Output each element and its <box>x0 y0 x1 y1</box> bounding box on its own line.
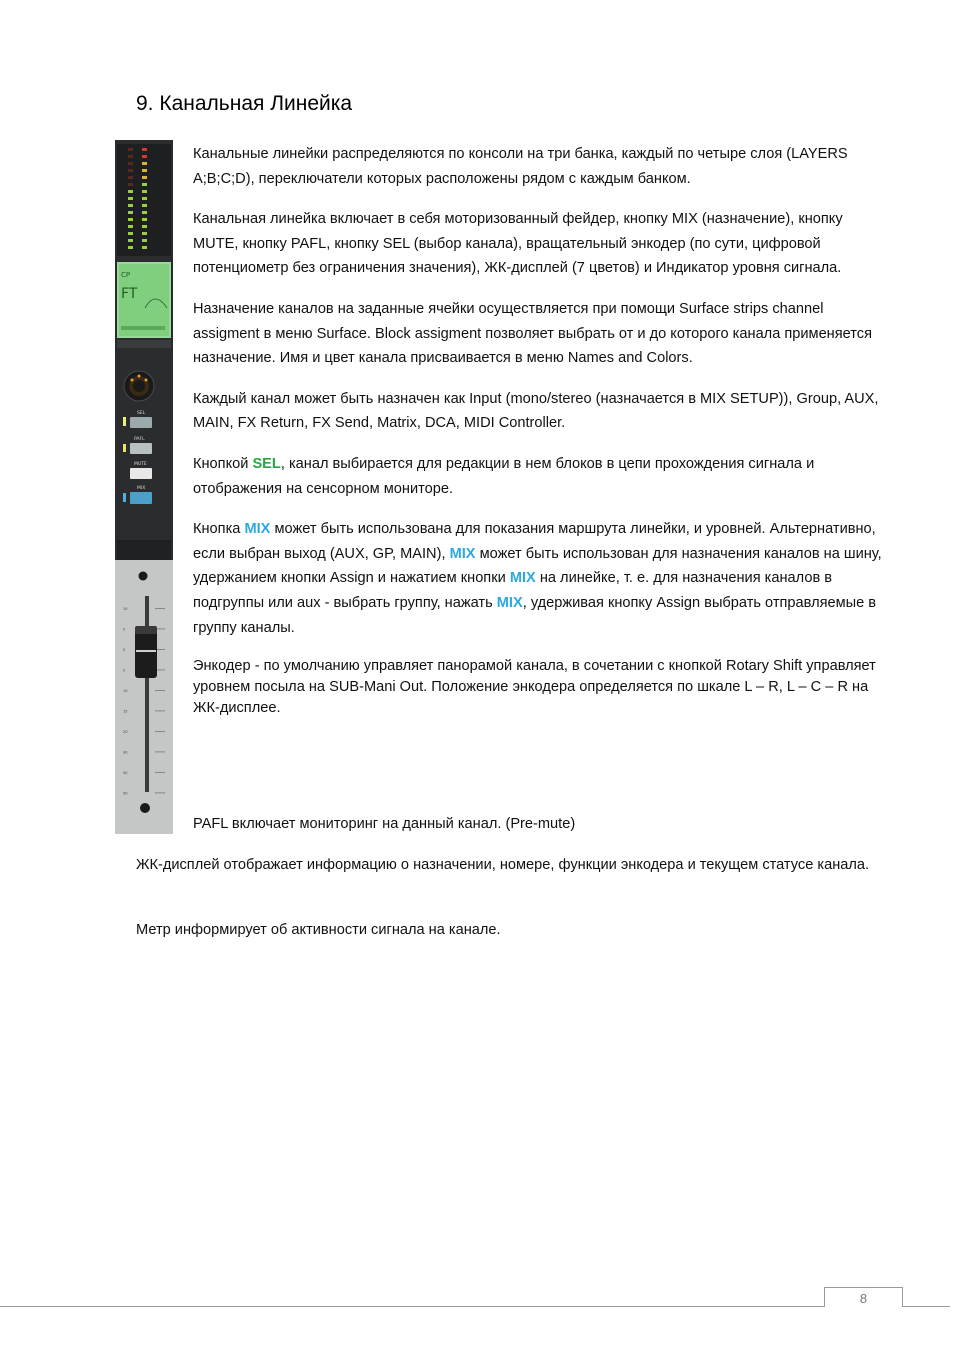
scale-label: 5 <box>123 668 126 673</box>
meter-led <box>128 148 133 151</box>
meter-led <box>142 183 147 186</box>
meter-led <box>128 183 133 186</box>
scale-tick <box>155 772 165 773</box>
meter-led <box>142 239 147 242</box>
mix-keyword: MIX <box>244 521 271 538</box>
scale-tick <box>155 690 165 691</box>
scale-tick <box>155 752 165 753</box>
meter-led <box>128 155 133 158</box>
paragraph-channel-types: Каждый канал может быть назначен как Input (mono/stereo (назначается в MIX SETUP)), Group, AUX, MAIN, FX Return, FX Send, Matrix, DCA, MIDI Controller. <box>193 390 879 432</box>
meter-led <box>142 169 147 172</box>
meter-led <box>128 211 133 214</box>
scale-tick <box>155 711 165 712</box>
meter-led <box>128 197 133 200</box>
scale-label: 10 <box>123 689 128 693</box>
paragraph-strip-contents: Канальная линейка включает в себя моторизованный фейдер, кнопку MIX (назначение), кнопку MUTE, кнопку PAFL, кнопку SEL (выбор канала), вращательный энкодер (по сути, цифровой потенциометр без ограничения значения), ЖК-дисплей (7 цветов) и Индикатор уровня сигнала. <box>193 211 843 277</box>
meter-led <box>142 155 147 158</box>
scale-label: 40 <box>123 771 128 775</box>
meter-led <box>142 232 147 235</box>
svg-text:CP: CP <box>121 271 131 279</box>
main-text-column <box>193 142 883 735</box>
rotary-encoder <box>124 371 154 401</box>
meter-led <box>142 246 147 249</box>
mute-label: MUTE <box>134 462 147 467</box>
meter-led <box>128 169 133 172</box>
paragraph-mix: Кнопка MIX может быть использована для показания маршрута линейки, и уровней. Альтернативно, если выбран выход (AUX, GP, MAIN), MIX может быть использован для назначения каналов на шину, удержанием кнопки Assign и нажатием кнопки MIX на линейке, т. е. для назначения каналов в подгруппы или aux - выбрать группу, нажать MIX, удерживая кнопку Assign выбрать отправляемые в группу каналы. <box>193 521 882 636</box>
scale-tick <box>155 608 165 609</box>
pafl-button <box>130 443 152 454</box>
channel-strip-image <box>115 140 173 834</box>
paragraph-lcd-block <box>136 853 876 878</box>
paragraph-lcd: ЖК-дисплей отображает информацию о назначении, номере, функции энкодера и текущем статусе канала. <box>136 857 870 873</box>
meter-led <box>128 204 133 207</box>
meter-led <box>142 176 147 179</box>
mix-keyword: MIX <box>509 570 536 587</box>
meter-led <box>142 225 147 228</box>
meter-led <box>142 162 147 165</box>
sel-keyword: SEL <box>252 455 281 472</box>
meter-led <box>142 190 147 193</box>
paragraph-pafl: PAFL включает мониторинг на данный канал. (Pre-mute) <box>193 816 576 832</box>
footer-rule <box>0 1306 950 1307</box>
sel-label: SEL <box>137 411 146 416</box>
mix-keyword: MIX <box>449 545 476 562</box>
svg-text:FT: FT <box>121 286 138 302</box>
paragraph-layers: Канальные линейки распределяются по консоли на три банка, каждый по четыре слоя (LAYERS A;B;C;D), переключатели которых расположены рядом с каждым банком. <box>193 146 848 187</box>
fader-knob <box>135 626 157 678</box>
paragraph-assignment: Назначение каналов на заданные ячейки осуществляется при помощи Surface strips channel assigment в меню Surface. Block assigment позволяет выбрать от и до которого канала применяется назначение. Имя и цвет канала присваивается в меню Names and Colors. <box>193 300 873 367</box>
paragraph-sel: Кнопкой SEL, канал выбирается для редакции в нем блоков в цепи прохождения сигнала и отображения на сенсорном мониторе. <box>193 455 815 497</box>
scale-label: 50 <box>123 791 128 796</box>
scale-label: 0 <box>123 648 126 652</box>
meter-led <box>142 197 147 200</box>
meter-led <box>142 204 147 207</box>
scale-label: 30 <box>123 750 128 755</box>
paragraph-meter-block <box>136 918 876 943</box>
meter-led <box>128 232 133 235</box>
mix-keyword: MIX <box>496 594 523 611</box>
meter-led <box>142 148 147 151</box>
scale-tick <box>155 793 165 794</box>
meter-led <box>128 190 133 193</box>
meter-led <box>128 246 133 249</box>
mix-label: MIX <box>137 486 146 491</box>
paragraph-encoder: Энкодер - по умолчанию управляет панорамой канала, в сочетании с кнопкой Rotary Shift управляет уровнем посыла на SUB-Mani Out. Положение энкодера определяется по шкале L – R, L – C – R на ЖК-дисплее. <box>193 658 876 717</box>
pafl-label: PAFL <box>134 437 145 442</box>
meter-led <box>128 225 133 228</box>
scale-tick <box>155 731 165 732</box>
lcd-display <box>117 262 171 338</box>
pafl-text-column <box>193 812 883 853</box>
meter-led <box>128 218 133 221</box>
scale-label: 5 <box>123 627 126 632</box>
page-number: 8 <box>824 1287 903 1307</box>
mix-button <box>130 492 152 504</box>
section-heading: 9. Канальная Линейка <box>136 92 353 115</box>
meter-led <box>128 176 133 179</box>
mute-button <box>130 468 152 479</box>
sel-button <box>130 417 152 428</box>
meter-led <box>142 218 147 221</box>
scale-label: 20 <box>123 730 128 734</box>
scale-label: 15 <box>123 709 128 714</box>
meter-led <box>128 162 133 165</box>
paragraph-meter: Метр информирует об активности сигнала на канале. <box>136 922 501 938</box>
meter-led <box>128 239 133 242</box>
scale-label: 10 <box>123 607 128 611</box>
meter-led <box>142 211 147 214</box>
